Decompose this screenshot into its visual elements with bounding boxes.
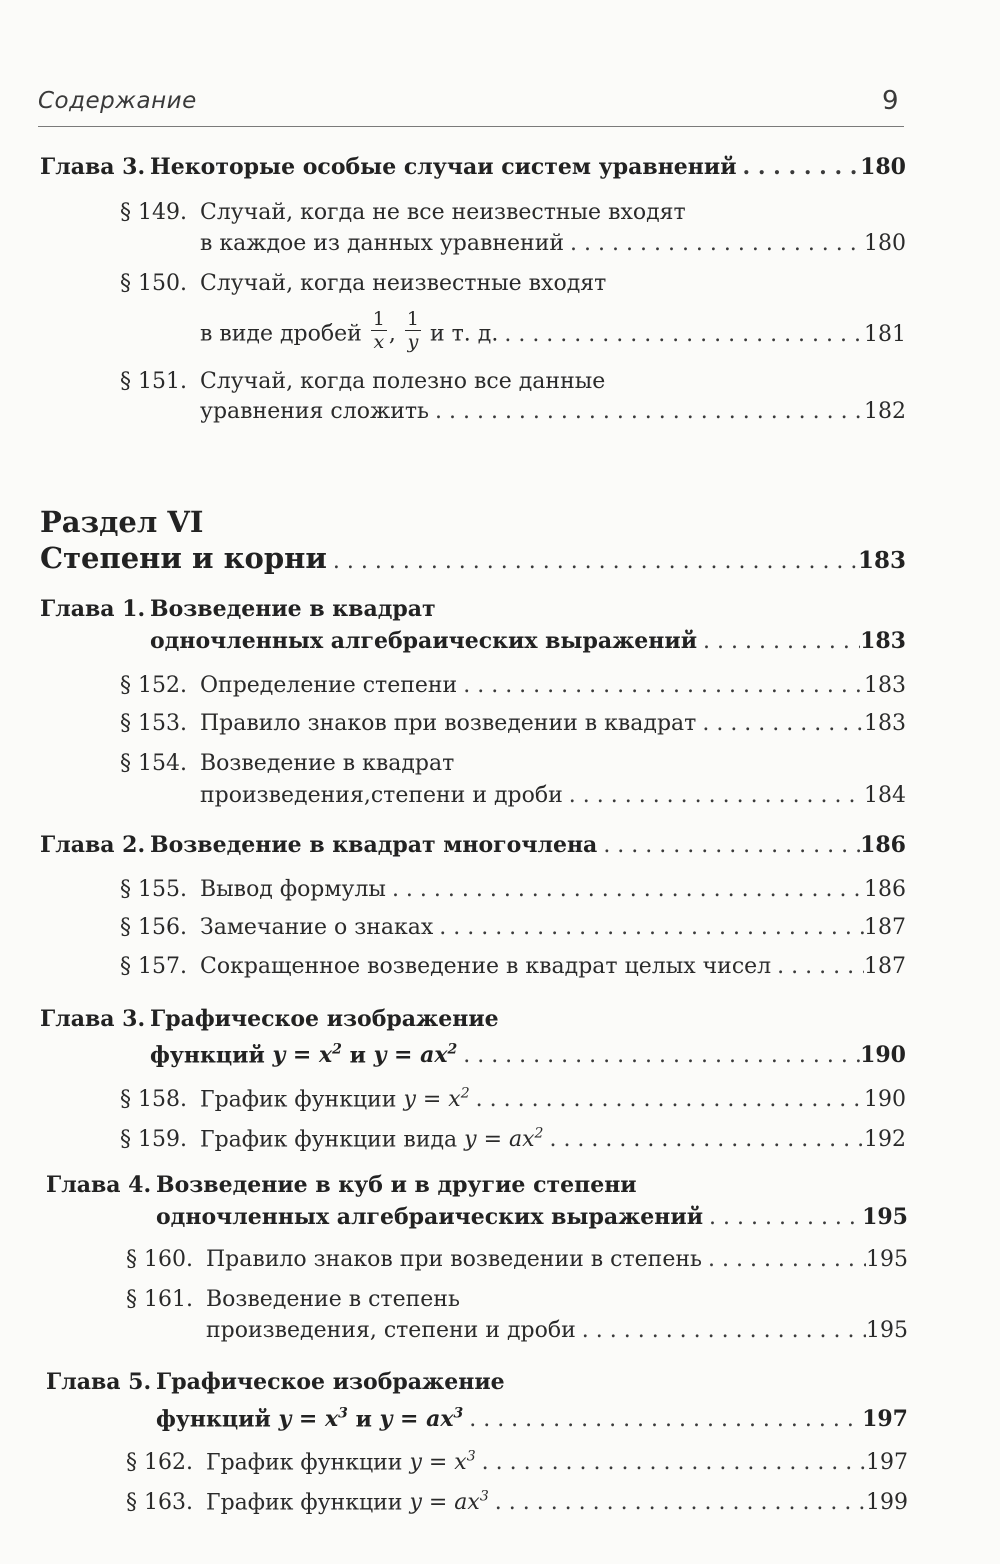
formula-exponent: 2 [447, 1042, 458, 1058]
toc-item-156 [120, 914, 906, 942]
header-divider [38, 126, 904, 127]
toc-item-154-line1 [120, 750, 454, 778]
item-title: Сокращенное возведение в квадрат целых чисел [200, 954, 772, 979]
item-number: § 154. [120, 751, 187, 776]
fraction-denominator: y [407, 331, 419, 353]
leader-dots [737, 153, 861, 181]
item-number: § 160. [126, 1247, 193, 1272]
item-page: 183 [864, 711, 906, 736]
item-title-cont: в каждое из данных уравнений [200, 231, 565, 256]
toc-chapter-3-line1 [40, 1005, 499, 1033]
leader-dots [386, 876, 864, 904]
item-page: 183 [864, 673, 906, 698]
leader-dots [697, 628, 860, 656]
leader-dots [470, 1086, 864, 1114]
chapter-page: 186 [860, 832, 906, 858]
item-title: График функции [206, 1450, 403, 1476]
toc-item-151-line2 [200, 398, 906, 426]
item-page: 187 [864, 915, 906, 940]
separator: , [388, 321, 396, 347]
leader-dots [703, 1204, 862, 1232]
leader-dots [564, 230, 864, 258]
item-title: Случай, когда полезно все данные [200, 369, 606, 394]
item-number: § 155. [120, 877, 187, 902]
item-page: 195 [866, 1247, 908, 1272]
conjunction: и [355, 1406, 372, 1433]
item-number: § 158. [120, 1087, 187, 1113]
chapter-title: Некоторые особые случаи систем уравнений [150, 154, 737, 180]
toc-item-152 [120, 672, 906, 700]
item-title: Правило знаков при возведении в квадрат [200, 711, 697, 736]
leader-dots [433, 914, 864, 942]
item-title: Замечание о знаках [200, 915, 434, 940]
formula-exponent: 3 [453, 1406, 464, 1422]
item-title-cont: произведения, степени и дроби [206, 1318, 576, 1343]
formula-text: y = x [272, 1042, 333, 1069]
toc-item-150-line2 [200, 308, 906, 357]
formula-text: y = x [278, 1406, 339, 1433]
toc-item-153 [120, 710, 906, 738]
toc-item-157 [120, 953, 906, 981]
leader-dots [563, 782, 864, 810]
formula-exponent: 2 [460, 1086, 470, 1102]
item-title: Вывод формулы [200, 877, 386, 902]
toc-chapter-1-line2 [150, 627, 906, 656]
item-number: § 151. [120, 369, 187, 394]
item-page: 180 [864, 231, 906, 256]
chapter-page: 183 [860, 628, 906, 654]
chapter-title: Возведение в куб и в другие степени [156, 1172, 637, 1198]
item-number: § 161. [126, 1287, 193, 1312]
item-page: 192 [864, 1127, 906, 1153]
item-page: 181 [864, 321, 906, 347]
leader-dots [327, 544, 858, 580]
item-page: 190 [864, 1087, 906, 1113]
leader-dots [543, 1126, 864, 1154]
toc-item-151-line1 [120, 368, 605, 396]
chapter-title: Возведение в квадрат многочлена [150, 832, 598, 858]
section-label: Раздел VI [40, 505, 204, 539]
item-title-cont: в виде дробей [200, 321, 362, 347]
item-number: § 152. [120, 673, 187, 698]
chapter-title-cont: функций [150, 1042, 265, 1069]
chapter-title-cont: функций [156, 1406, 271, 1433]
formula-y-ax3 [380, 1406, 464, 1432]
leader-dots [771, 953, 864, 981]
item-page: 187 [864, 954, 906, 979]
toc-item-158 [120, 1080, 906, 1114]
leader-dots [457, 1042, 860, 1070]
item-page: 186 [864, 877, 906, 902]
formula-y-x3 [409, 1450, 475, 1475]
formula-y-ax2 [374, 1042, 458, 1068]
page-number: 9 [882, 86, 899, 116]
toc-chapter-3-prev [40, 153, 906, 181]
toc-chapter-5-line2 [156, 1400, 908, 1434]
chapter-label: Глава 4. [46, 1172, 152, 1198]
formula-exponent: 3 [479, 1489, 489, 1505]
item-title: Правило знаков при возведении в степень [206, 1247, 702, 1272]
chapter-page: 190 [860, 1042, 906, 1069]
leader-dots [476, 1449, 866, 1477]
item-number: § 153. [120, 711, 187, 736]
item-page: 195 [866, 1318, 908, 1343]
formula-text: y = x [403, 1087, 461, 1113]
item-title: График функции [200, 1087, 397, 1113]
item-page: 197 [866, 1450, 908, 1476]
formula-text: y = ax [379, 1406, 454, 1433]
formula-y-ax3 [409, 1490, 488, 1515]
toc-item-162 [126, 1443, 908, 1477]
formula-exponent: 3 [466, 1449, 476, 1465]
chapter-label: Глава 2. [40, 832, 146, 858]
item-title: Определение степени [200, 673, 458, 698]
leader-dots [498, 321, 864, 349]
item-page: 184 [864, 783, 906, 808]
item-number: § 150. [120, 271, 187, 296]
chapter-label: Глава 3. [40, 1006, 146, 1032]
fraction-1-over-x [371, 308, 387, 353]
formula-text: y = ax [373, 1042, 448, 1069]
section-title: Степени и корни [40, 541, 327, 575]
running-title: Содержание [38, 88, 197, 114]
formula-exponent: 2 [332, 1042, 342, 1058]
item-page: 182 [864, 399, 906, 424]
item-title-cont: произведения,степени и дроби [200, 783, 563, 808]
item-number: § 159. [120, 1127, 187, 1153]
item-title-cont: уравнения сложить [200, 399, 430, 424]
formula-y-x3 [278, 1406, 347, 1432]
leader-dots [429, 398, 864, 426]
section-page: 183 [857, 547, 906, 574]
toc-chapter-2 [40, 831, 906, 860]
formula-y-x2 [403, 1087, 469, 1112]
formula-exponent: 2 [534, 1126, 544, 1142]
fraction-1-over-y [405, 308, 421, 353]
fraction-numerator: 1 [372, 308, 385, 330]
formula-y-ax2 [464, 1127, 543, 1152]
toc-item-159 [120, 1120, 906, 1154]
formula-text: y = ax [464, 1127, 535, 1153]
item-title: График функции вида [200, 1127, 458, 1153]
formula-text: y = x [409, 1450, 467, 1476]
chapter-page: 195 [862, 1204, 908, 1230]
toc-item-161-line1 [126, 1286, 460, 1314]
chapter-title-cont: одночленных алгебраических выражений [156, 1204, 704, 1230]
toc-chapter-4-line2 [156, 1203, 908, 1232]
fraction-numerator: 1 [406, 308, 419, 330]
leader-dots [576, 1317, 866, 1345]
toc-item-161-line2 [206, 1317, 908, 1345]
leader-dots [489, 1489, 866, 1517]
chapter-title: Графическое изображение [156, 1369, 505, 1395]
item-number: § 163. [126, 1490, 193, 1516]
formula-text: y = ax [409, 1490, 480, 1516]
item-title: График функции [206, 1490, 403, 1516]
leader-dots [463, 1406, 862, 1434]
item-title: Случай, когда неизвестные входят [200, 271, 607, 296]
formula-exponent: 3 [338, 1406, 348, 1422]
item-number: § 157. [120, 954, 187, 979]
item-page: 199 [866, 1490, 908, 1516]
toc-item-149-line2 [200, 230, 906, 258]
chapter-page: 197 [862, 1406, 908, 1433]
toc-item-155 [120, 876, 906, 904]
leader-dots [597, 832, 860, 860]
chapter-page: 180 [860, 154, 906, 180]
item-number: § 149. [120, 200, 187, 225]
toc-item-163 [126, 1483, 908, 1517]
item-title: Возведение в степень [206, 1287, 460, 1312]
toc-chapter-4-line1 [46, 1171, 637, 1199]
leader-dots [457, 672, 864, 700]
toc-chapter-1-line1 [40, 595, 436, 623]
chapter-title: Возведение в квадрат [150, 596, 436, 622]
item-title-suffix: и т. д. [429, 321, 499, 347]
chapter-label: Глава 5. [46, 1369, 152, 1395]
leader-dots [702, 1246, 866, 1274]
conjunction: и [349, 1042, 366, 1069]
toc-section-6 [40, 540, 906, 580]
chapter-title: Графическое изображение [150, 1006, 499, 1032]
chapter-label: Глава 1. [40, 596, 146, 622]
leader-dots [696, 710, 864, 738]
formula-y-x2 [272, 1042, 341, 1068]
toc-chapter-5-line1 [46, 1368, 505, 1396]
item-number: § 162. [126, 1450, 193, 1476]
toc-item-160 [126, 1246, 908, 1274]
toc-chapter-3-line2 [150, 1036, 906, 1070]
chapter-label: Глава 3. [40, 154, 146, 180]
item-title: Случай, когда не все неизвестные входят [200, 200, 686, 225]
chapter-title-cont: одночленных алгебраических выражений [150, 628, 698, 654]
item-title: Возведение в квадрат [200, 751, 455, 776]
toc-item-150-line1 [120, 270, 606, 298]
toc-item-149-line1 [120, 199, 686, 227]
toc-item-154-line2 [200, 782, 906, 810]
item-number: § 156. [120, 915, 187, 940]
fraction-denominator: x [373, 331, 385, 353]
